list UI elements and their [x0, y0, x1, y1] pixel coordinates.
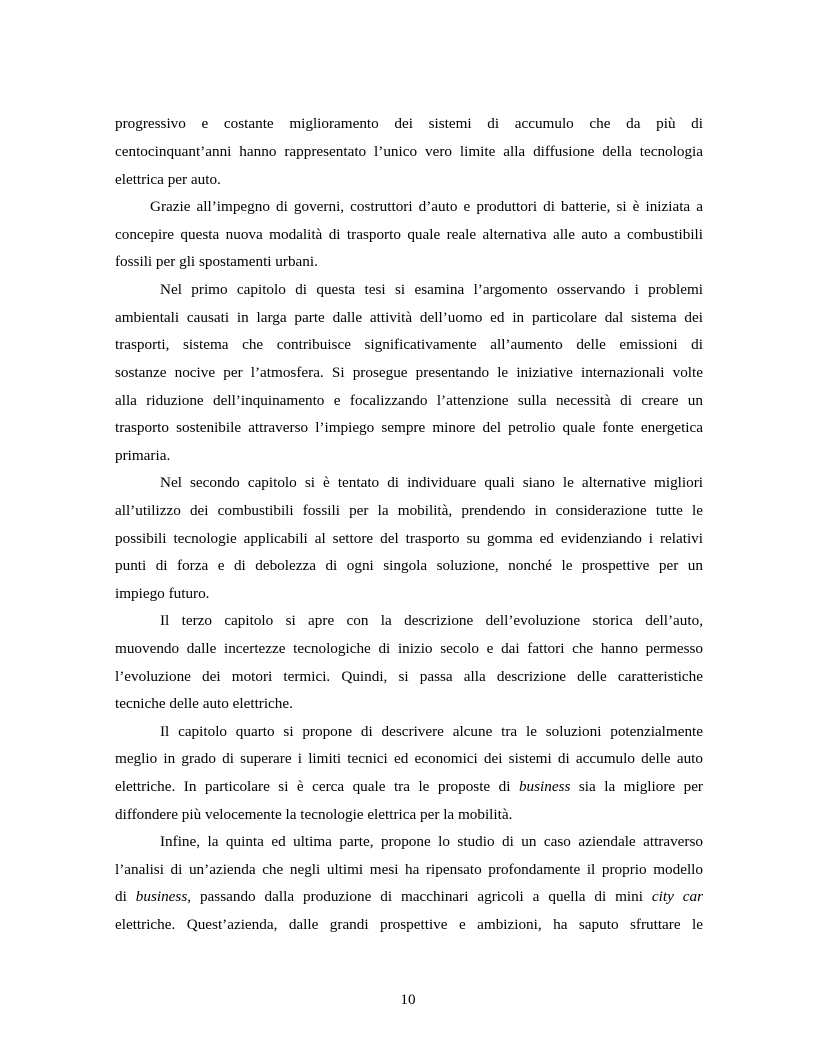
text-segment: elettriche. In particolare si è cerca quale tra le proposte di	[115, 778, 519, 795]
text-line: Nel secondo capitolo si è tentato di individuare quali siano le alternative migliori	[160, 474, 703, 491]
text-line	[115, 887, 703, 907]
text-line: punti di forza e di debolezza di ogni singola soluzione, nonché le prospettive per un	[115, 557, 703, 574]
text-line: Grazie all’impegno di governi, costruttori d’auto e produttori di batterie, si è iniziata a	[150, 198, 703, 215]
text-line: Il terzo capitolo si apre con la descrizione dell’evoluzione storica dell’auto,	[160, 612, 703, 629]
text-segment: di	[115, 888, 136, 905]
text-line: possibili tecnologie applicabili al settore del trasporto su gomma ed evidenziando i relativi	[115, 530, 703, 547]
text-segment: sia la migliore per	[570, 778, 703, 795]
page-number: 10	[400, 991, 416, 1008]
text-line: l’evoluzione dei motori termici. Quindi, si passa alla descrizione delle caratteristiche	[115, 668, 703, 685]
text-line: Nel primo capitolo di questa tesi si esamina l’argomento osservando i problemi	[160, 281, 703, 298]
text-line: Infine, la quinta ed ultima parte, propone lo studio di un caso aziendale attraverso	[160, 833, 703, 850]
text-line: centocinquant’anni hanno rappresentato l’unico vero limite alla diffusione della tecnologia	[115, 143, 703, 160]
text-line	[115, 777, 703, 797]
text-line: tecniche delle auto elettriche.	[115, 695, 293, 712]
text-line: alla riduzione dell’inquinamento e focalizzando l’attenzione sulla necessità di creare un	[115, 392, 703, 409]
text-line: diffondere più velocemente la tecnologie elettrica per la mobilità.	[115, 806, 513, 823]
text-line: Il capitolo quarto si propone di descrivere alcune tra le soluzioni potenzialmente	[160, 723, 703, 740]
italic-term: business	[135, 888, 188, 905]
text-line: impiego futuro.	[115, 585, 210, 602]
text-line: fossili per gli spostamenti urbani.	[115, 253, 318, 270]
text-line: sostanze nocive per l’atmosfera. Si prosegue presentando le iniziative internazionali volte	[115, 364, 703, 381]
text-line: all’utilizzo dei combustibili fossili per la mobilità, prendendo in considerazione tutte le	[115, 502, 703, 519]
text-line: muovendo dalle incertezze tecnologiche di inizio secolo e dai fattori che hanno permesso	[115, 640, 703, 657]
text-line: primaria.	[115, 447, 171, 464]
text-line: elettrica per auto.	[115, 171, 221, 188]
text-line: trasporti, sistema che contribuisce significativamente all’aumento delle emissioni di	[115, 336, 703, 353]
text-line: progressivo e costante miglioramento dei sistemi di accumulo che da più di	[115, 115, 703, 132]
text-line: trasporto sostenibile attraverso l’impiego sempre minore del petrolio quale fonte energetica	[115, 419, 703, 436]
italic-term: city car	[651, 888, 703, 905]
text-line: concepire questa nuova modalità di trasporto quale reale alternativa alle auto a combustibili	[115, 226, 703, 243]
text-line: l’analisi di un’azienda che negli ultimi mesi ha ripensato profondamente il proprio modello	[115, 861, 703, 878]
text-line: elettriche. Quest’azienda, dalle grandi prospettive e ambizioni, ha saputo sfruttare le	[115, 916, 703, 933]
italic-term: business	[518, 778, 571, 795]
text-segment: , passando dalla produzione di macchinari agricoli a quella di mini	[187, 888, 652, 905]
text-line: meglio in grado di superare i limiti tecnici ed economici dei sistemi di accumulo delle auto	[115, 750, 703, 767]
text-line: ambientali causati in larga parte dalle attività dell’uomo ed in particolare dal sistema dei	[115, 309, 703, 326]
